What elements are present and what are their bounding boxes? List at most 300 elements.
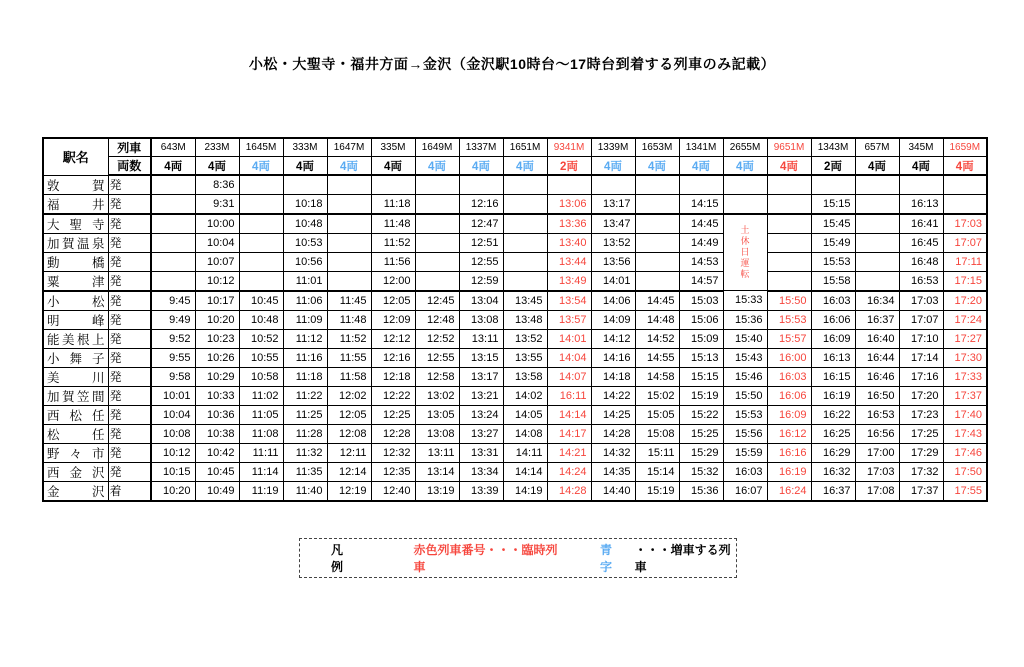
time-cell: 10:48 [239, 310, 283, 329]
time-cell: 10:29 [195, 367, 239, 386]
time-cell: 13:54 [547, 291, 591, 311]
station-name: 野々市 [43, 443, 108, 462]
time-cell: 13:47 [591, 214, 635, 234]
time-cell: 13:02 [415, 386, 459, 405]
time-cell: 13:11 [415, 443, 459, 462]
time-cell: 14:28 [591, 424, 635, 443]
time-cell: 16:16 [767, 443, 811, 462]
time-cell: 16:03 [723, 462, 767, 481]
time-cell: 12:11 [327, 443, 371, 462]
header-cars-label: 両数 [108, 157, 151, 176]
time-cell [503, 194, 547, 214]
legend-box [299, 538, 737, 578]
time-cell: 13:17 [459, 367, 503, 386]
time-cell: 16:03 [811, 291, 855, 311]
time-cell [767, 175, 811, 194]
cars-count: 2両 [811, 157, 855, 176]
time-cell: 15:50 [723, 386, 767, 405]
time-cell: 11:52 [371, 233, 415, 252]
time-cell: 12:52 [415, 329, 459, 348]
time-cell: 13:55 [503, 348, 547, 367]
time-cell [415, 233, 459, 252]
departure-marker: 発 [108, 386, 151, 405]
time-cell [415, 194, 459, 214]
station-name: 粟津 [43, 271, 108, 291]
departure-marker: 発 [108, 462, 151, 481]
time-cell: 13:52 [503, 329, 547, 348]
time-cell: 13:14 [415, 462, 459, 481]
time-cell: 16:37 [811, 481, 855, 501]
time-cell: 17:55 [943, 481, 987, 501]
time-cell: 15:02 [635, 386, 679, 405]
station-name: 大聖寺 [43, 214, 108, 234]
time-cell: 9:58 [151, 367, 195, 386]
time-cell: 10:49 [195, 481, 239, 501]
time-cell: 17:27 [943, 329, 987, 348]
time-cell: 13:49 [547, 271, 591, 291]
time-cell: 14:21 [547, 443, 591, 462]
time-cell: 10:00 [195, 214, 239, 234]
departure-marker: 発 [108, 194, 151, 214]
time-cell: 14:57 [679, 271, 723, 291]
time-cell [635, 214, 679, 234]
time-cell: 15:58 [811, 271, 855, 291]
time-cell [239, 214, 283, 234]
time-cell: 14:49 [679, 233, 723, 252]
time-cell: 15:32 [679, 462, 723, 481]
station-name: 小舞子 [43, 348, 108, 367]
train-number: 1339M [591, 138, 635, 157]
time-cell: 16:41 [899, 214, 943, 234]
time-cell: 11:01 [283, 271, 327, 291]
cars-count: 4両 [459, 157, 503, 176]
time-cell: 11:09 [283, 310, 327, 329]
time-cell: 17:11 [943, 252, 987, 271]
time-cell: 17:37 [899, 481, 943, 501]
station-row [43, 214, 987, 234]
time-cell: 14:15 [679, 194, 723, 214]
time-cell: 14:32 [591, 443, 635, 462]
time-cell [723, 175, 767, 194]
time-cell: 14:22 [591, 386, 635, 405]
time-cell [327, 214, 371, 234]
time-cell: 11:58 [327, 367, 371, 386]
time-cell: 14:35 [591, 462, 635, 481]
time-cell: 13:19 [415, 481, 459, 501]
time-cell [371, 175, 415, 194]
cars-count: 4両 [195, 157, 239, 176]
station-row [43, 405, 987, 424]
train-number: 333M [283, 138, 327, 157]
time-cell: 11:48 [371, 214, 415, 234]
station-name: 西松任 [43, 405, 108, 424]
time-cell: 9:49 [151, 310, 195, 329]
cars-count: 4両 [855, 157, 899, 176]
time-cell: 17:20 [943, 291, 987, 311]
departure-marker: 発 [108, 348, 151, 367]
time-cell: 16:22 [811, 405, 855, 424]
time-cell: 17:30 [943, 348, 987, 367]
time-cell: 9:55 [151, 348, 195, 367]
station-row [43, 329, 987, 348]
holiday-service-note [723, 214, 767, 291]
train-number: 1653M [635, 138, 679, 157]
time-cell: 14:19 [503, 481, 547, 501]
time-cell [635, 194, 679, 214]
time-cell: 15:53 [811, 252, 855, 271]
time-cell [679, 175, 723, 194]
time-cell: 10:17 [195, 291, 239, 311]
time-cell: 17:25 [899, 424, 943, 443]
time-cell [415, 214, 459, 234]
time-cell [591, 175, 635, 194]
time-cell: 12:09 [371, 310, 415, 329]
time-cell: 17:07 [943, 233, 987, 252]
time-cell: 15:05 [635, 405, 679, 424]
legend-label: 凡例 [331, 543, 344, 574]
time-cell: 17:03 [899, 291, 943, 311]
station-row [43, 310, 987, 329]
departure-marker: 発 [108, 405, 151, 424]
time-cell [503, 233, 547, 252]
time-cell: 14:40 [591, 481, 635, 501]
time-cell: 16:53 [899, 271, 943, 291]
station-row [43, 386, 987, 405]
time-cell: 16:40 [855, 329, 899, 348]
station-row [43, 424, 987, 443]
time-cell: 17:14 [899, 348, 943, 367]
time-cell [635, 252, 679, 271]
time-cell [855, 252, 899, 271]
time-cell: 16:44 [855, 348, 899, 367]
time-cell: 16:56 [855, 424, 899, 443]
time-cell: 9:52 [151, 329, 195, 348]
time-cell: 14:11 [503, 443, 547, 462]
time-cell: 17:40 [943, 405, 987, 424]
station-row [43, 175, 987, 194]
time-cell: 14:45 [679, 214, 723, 234]
time-cell: 11:18 [371, 194, 415, 214]
time-cell: 13:34 [459, 462, 503, 481]
time-cell: 14:08 [503, 424, 547, 443]
departure-marker: 発 [108, 233, 151, 252]
time-cell: 12:05 [371, 291, 415, 311]
time-cell: 15:49 [811, 233, 855, 252]
time-cell: 11:48 [327, 310, 371, 329]
train-number: 1645M [239, 138, 283, 157]
cars-count: 4両 [635, 157, 679, 176]
train-number: 1647M [327, 138, 371, 157]
time-cell [767, 271, 811, 291]
time-cell: 13:17 [591, 194, 635, 214]
time-cell [767, 194, 811, 214]
time-cell: 12:18 [371, 367, 415, 386]
time-cell: 10:36 [195, 405, 239, 424]
cars-count: 4両 [151, 157, 195, 176]
time-cell: 10:12 [151, 443, 195, 462]
time-cell [327, 271, 371, 291]
cars-count: 4両 [503, 157, 547, 176]
time-cell: 17:29 [899, 443, 943, 462]
time-cell [327, 252, 371, 271]
time-cell: 13:24 [459, 405, 503, 424]
time-cell: 10:15 [151, 462, 195, 481]
time-cell: 11:14 [239, 462, 283, 481]
header-train-label: 列車 [108, 138, 151, 157]
time-cell [899, 175, 943, 194]
legend-red-item: 赤色列車番号・・・臨時列車 [413, 543, 558, 574]
station-name: 加賀温泉 [43, 233, 108, 252]
time-cell: 12:14 [327, 462, 371, 481]
time-cell [547, 175, 591, 194]
time-cell: 14:06 [591, 291, 635, 311]
time-cell: 15:03 [679, 291, 723, 311]
time-cell: 15:13 [679, 348, 723, 367]
time-cell: 14:53 [679, 252, 723, 271]
time-cell: 15:11 [635, 443, 679, 462]
time-cell [767, 252, 811, 271]
time-cell: 11:22 [283, 386, 327, 405]
time-cell: 16:48 [899, 252, 943, 271]
time-cell: 14:25 [591, 405, 635, 424]
time-cell: 10:48 [283, 214, 327, 234]
station-row [43, 291, 987, 311]
time-cell: 14:55 [635, 348, 679, 367]
time-cell: 11:35 [283, 462, 327, 481]
time-cell: 13:45 [503, 291, 547, 311]
time-cell [503, 175, 547, 194]
time-cell [855, 194, 899, 214]
station-name: 明峰 [43, 310, 108, 329]
time-cell: 10:55 [239, 348, 283, 367]
time-cell [855, 233, 899, 252]
train-number: 643M [151, 138, 195, 157]
time-cell [151, 252, 195, 271]
time-cell: 14:14 [503, 462, 547, 481]
train-number: 1659M [943, 138, 987, 157]
train-number: 657M [855, 138, 899, 157]
time-cell: 15:59 [723, 443, 767, 462]
time-cell: 15:22 [679, 405, 723, 424]
time-cell: 12:51 [459, 233, 503, 252]
departure-marker: 発 [108, 424, 151, 443]
time-cell: 11:45 [327, 291, 371, 311]
time-cell: 15:19 [679, 386, 723, 405]
time-cell: 12:48 [415, 310, 459, 329]
time-cell: 13:15 [459, 348, 503, 367]
time-cell: 14:17 [547, 424, 591, 443]
time-cell: 14:12 [591, 329, 635, 348]
station-name: 福井 [43, 194, 108, 214]
time-cell [855, 175, 899, 194]
time-cell: 12:25 [371, 405, 415, 424]
time-cell: 15:40 [723, 329, 767, 348]
timetable [42, 137, 988, 502]
time-cell: 15:53 [767, 310, 811, 329]
time-cell [415, 271, 459, 291]
cars-count: 4両 [723, 157, 767, 176]
time-cell: 14:48 [635, 310, 679, 329]
time-cell: 11:06 [283, 291, 327, 311]
time-cell: 16:15 [811, 367, 855, 386]
time-cell: 11:12 [283, 329, 327, 348]
cars-count: 4両 [283, 157, 327, 176]
time-cell: 17:46 [943, 443, 987, 462]
time-cell: 11:05 [239, 405, 283, 424]
train-number: 233M [195, 138, 239, 157]
time-cell: 17:08 [855, 481, 899, 501]
time-cell: 17:50 [943, 462, 987, 481]
time-cell: 16:19 [767, 462, 811, 481]
time-cell [151, 271, 195, 291]
time-cell [855, 271, 899, 291]
time-cell: 12:00 [371, 271, 415, 291]
time-cell: 14:14 [547, 405, 591, 424]
time-cell: 12:45 [415, 291, 459, 311]
time-cell: 16:53 [855, 405, 899, 424]
cars-count: 4両 [591, 157, 635, 176]
departure-marker: 発 [108, 329, 151, 348]
time-cell: 16:37 [855, 310, 899, 329]
time-cell: 11:02 [239, 386, 283, 405]
departure-marker: 発 [108, 310, 151, 329]
time-cell: 10:33 [195, 386, 239, 405]
time-cell: 16:06 [811, 310, 855, 329]
train-number: 1343M [811, 138, 855, 157]
time-cell: 14:01 [591, 271, 635, 291]
time-cell: 12:19 [327, 481, 371, 501]
station-name: 加賀笠間 [43, 386, 108, 405]
time-cell: 10:26 [195, 348, 239, 367]
time-cell: 11:11 [239, 443, 283, 462]
station-row [43, 462, 987, 481]
time-cell: 13:11 [459, 329, 503, 348]
time-cell: 15:46 [723, 367, 767, 386]
time-cell: 16:13 [811, 348, 855, 367]
station-row [43, 233, 987, 252]
time-cell: 14:18 [591, 367, 635, 386]
time-cell [151, 194, 195, 214]
time-cell: 14:02 [503, 386, 547, 405]
station-name: 動橋 [43, 252, 108, 271]
time-cell: 13:06 [547, 194, 591, 214]
station-name: 能美根上 [43, 329, 108, 348]
time-cell: 10:12 [195, 271, 239, 291]
time-cell: 13:57 [547, 310, 591, 329]
time-cell [855, 214, 899, 234]
time-cell: 12:08 [327, 424, 371, 443]
time-cell [151, 214, 195, 234]
time-cell: 16:13 [899, 194, 943, 214]
time-cell: 11:19 [239, 481, 283, 501]
time-cell: 11:18 [283, 367, 327, 386]
time-cell: 11:16 [283, 348, 327, 367]
time-cell: 13:08 [415, 424, 459, 443]
time-cell: 11:52 [327, 329, 371, 348]
time-cell: 15:08 [635, 424, 679, 443]
time-cell: 11:32 [283, 443, 327, 462]
station-row [43, 367, 987, 386]
time-cell: 10:38 [195, 424, 239, 443]
time-cell: 16:11 [547, 386, 591, 405]
cars-count: 4両 [943, 157, 987, 176]
time-cell [327, 233, 371, 252]
time-cell: 14:09 [591, 310, 635, 329]
time-cell: 16:12 [767, 424, 811, 443]
departure-marker: 発 [108, 443, 151, 462]
time-cell: 10:08 [151, 424, 195, 443]
time-cell: 14:28 [547, 481, 591, 501]
train-number: 1337M [459, 138, 503, 157]
departure-marker: 発 [108, 367, 151, 386]
departure-marker: 発 [108, 252, 151, 271]
time-cell: 16:45 [899, 233, 943, 252]
time-cell: 12:16 [371, 348, 415, 367]
time-cell [723, 194, 767, 214]
train-number: 9341M [547, 138, 591, 157]
cars-count: 2両 [547, 157, 591, 176]
cars-count: 4両 [239, 157, 283, 176]
time-cell: 9:31 [195, 194, 239, 214]
time-cell [327, 194, 371, 214]
time-cell: 10:20 [151, 481, 195, 501]
time-cell: 10:04 [195, 233, 239, 252]
departure-marker: 発 [108, 271, 151, 291]
time-cell: 14:04 [547, 348, 591, 367]
time-cell: 12:58 [415, 367, 459, 386]
time-cell: 10:53 [283, 233, 327, 252]
station-name: 松任 [43, 424, 108, 443]
time-cell: 12:35 [371, 462, 415, 481]
time-cell: 17:07 [899, 310, 943, 329]
time-cell: 10:01 [151, 386, 195, 405]
time-cell [415, 175, 459, 194]
time-cell: 10:18 [283, 194, 327, 214]
time-cell [415, 252, 459, 271]
station-row [43, 443, 987, 462]
train-number: 1649M [415, 138, 459, 157]
time-cell: 10:56 [283, 252, 327, 271]
train-number: 1651M [503, 138, 547, 157]
time-cell: 17:37 [943, 386, 987, 405]
time-cell [239, 175, 283, 194]
time-cell [239, 194, 283, 214]
time-cell: 12:05 [327, 405, 371, 424]
time-cell: 14:58 [635, 367, 679, 386]
time-cell [767, 214, 811, 234]
time-cell: 17:23 [899, 405, 943, 424]
cars-count: 4両 [327, 157, 371, 176]
time-cell: 15:25 [679, 424, 723, 443]
departure-marker: 発 [108, 291, 151, 311]
time-cell: 11:40 [283, 481, 327, 501]
time-cell: 15:36 [723, 310, 767, 329]
time-cell: 14:52 [635, 329, 679, 348]
time-cell: 14:07 [547, 367, 591, 386]
time-cell: 17:00 [855, 443, 899, 462]
time-cell: 12:12 [371, 329, 415, 348]
time-cell: 13:05 [415, 405, 459, 424]
cars-count: 4両 [679, 157, 723, 176]
time-cell [283, 175, 327, 194]
time-cell: 17:03 [943, 214, 987, 234]
station-row [43, 481, 987, 501]
time-cell: 10:52 [239, 329, 283, 348]
departure-marker: 発 [108, 175, 151, 194]
station-name: 小松 [43, 291, 108, 311]
time-cell: 12:55 [459, 252, 503, 271]
legend-blue-term: 青字 [600, 543, 613, 574]
